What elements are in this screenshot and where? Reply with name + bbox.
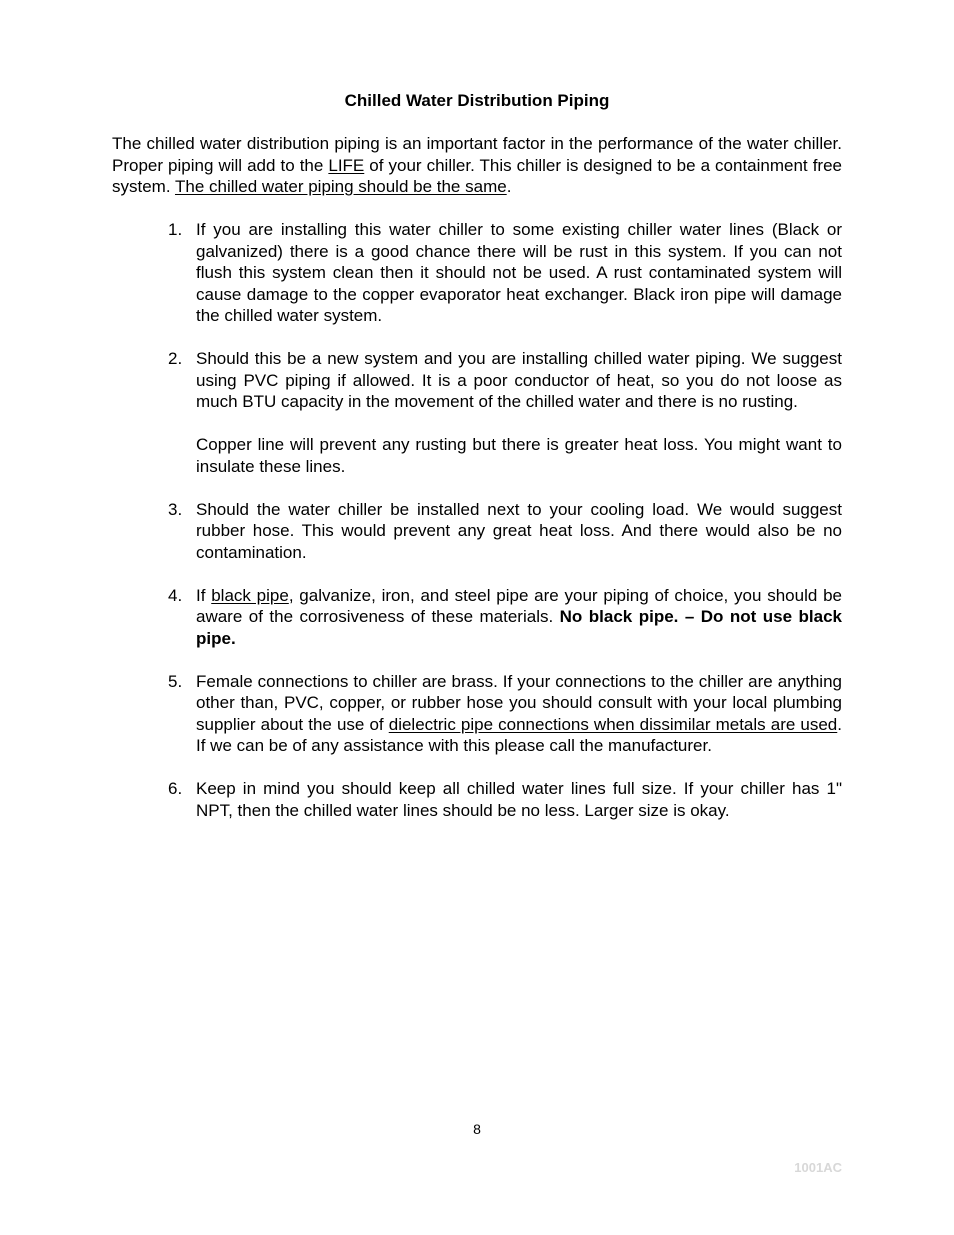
list-item-text-secondary: Copper line will prevent any rusting but there is greater heat loss. You might want to insulate these lines. [196,435,842,476]
page-title: Chilled Water Distribution Piping [344,91,610,110]
list-item [168,671,842,757]
list-item-text: Keep in mind you should keep all chilled water lines full size. If your chiller has 1" NPT, then the chilled water lines should be no less. Larger size is okay. [196,779,842,820]
item4-black-pipe-underlined: black pipe [211,585,289,605]
item4-text-mid: , galvanize, iron, and steel pipe are your piping of choice, you should be aware of the corrosiveness of these materials. [196,585,842,626]
page-number: 8 [473,1121,481,1137]
list-item-number: 3. [168,499,183,519]
list-item-text: Should this be a new system and you are installing chilled water piping. We suggest using PVC piping if allowed. It is a poor conductor of heat, so you do not loose as much BTU capacity in the movement of the chilled water and there is no rusting. [196,349,842,411]
list-item [168,778,842,821]
list-item-number: 1. [168,220,183,239]
list-item [168,499,842,564]
list-item-number: 6. [168,779,183,798]
list-item [168,219,842,327]
item4-warning-bold: No black pipe. – Do not use black pipe. [196,607,842,648]
list-item [168,585,842,650]
intro-paragraph [112,133,842,198]
list-item-text: Should the water chiller be installed next to your cooling load. We would suggest rubber hose. This would prevent any great heat loss. And there would also be no contamination. [196,499,842,562]
item4-text-pre: If [196,585,212,605]
list-item-number: 2. [168,349,183,368]
intro-life-underlined: LIFE [328,155,365,175]
list-item-text [196,585,842,650]
list-item-number: 5. [168,671,183,691]
list-item-text: If you are installing this water chiller to some existing chiller water lines (Black or galvanized) there is a good chance there will be rust in this system. If you can not flush this system clean then it should not be used. A rust contaminated system will cause damage to the copper evaporator heat exchanger. Black iron pipe will damage the chilled water system. [196,220,842,325]
intro-same-underlined: The chilled water piping should be the same [174,177,507,196]
guidelines-list [168,219,842,843]
list-item-number: 4. [168,585,183,605]
document-code: 1001AC [794,1160,842,1175]
item5-text-pre: Female connections to chiller are brass. If your connections to the chiller are anything other than, PVC, copper, or rubber hose you should consult with your local plumbing supplier about the use of [196,671,842,734]
item5-dielectric-underlined: dielectric pipe connections when dissimilar metals are used [388,714,838,734]
list-item [168,348,842,477]
intro-text-1: The chilled water distribution piping is an important factor in the performance of the water chiller. Proper piping will add to the [112,134,842,175]
intro-text-end: . [506,177,512,196]
item5-text-post: . If we can be of any assistance with this please call the manufacturer. [196,714,842,755]
intro-text-2: of your chiller. This chiller is designed to be a containment free system. [112,155,842,196]
list-item-text [196,671,842,757]
